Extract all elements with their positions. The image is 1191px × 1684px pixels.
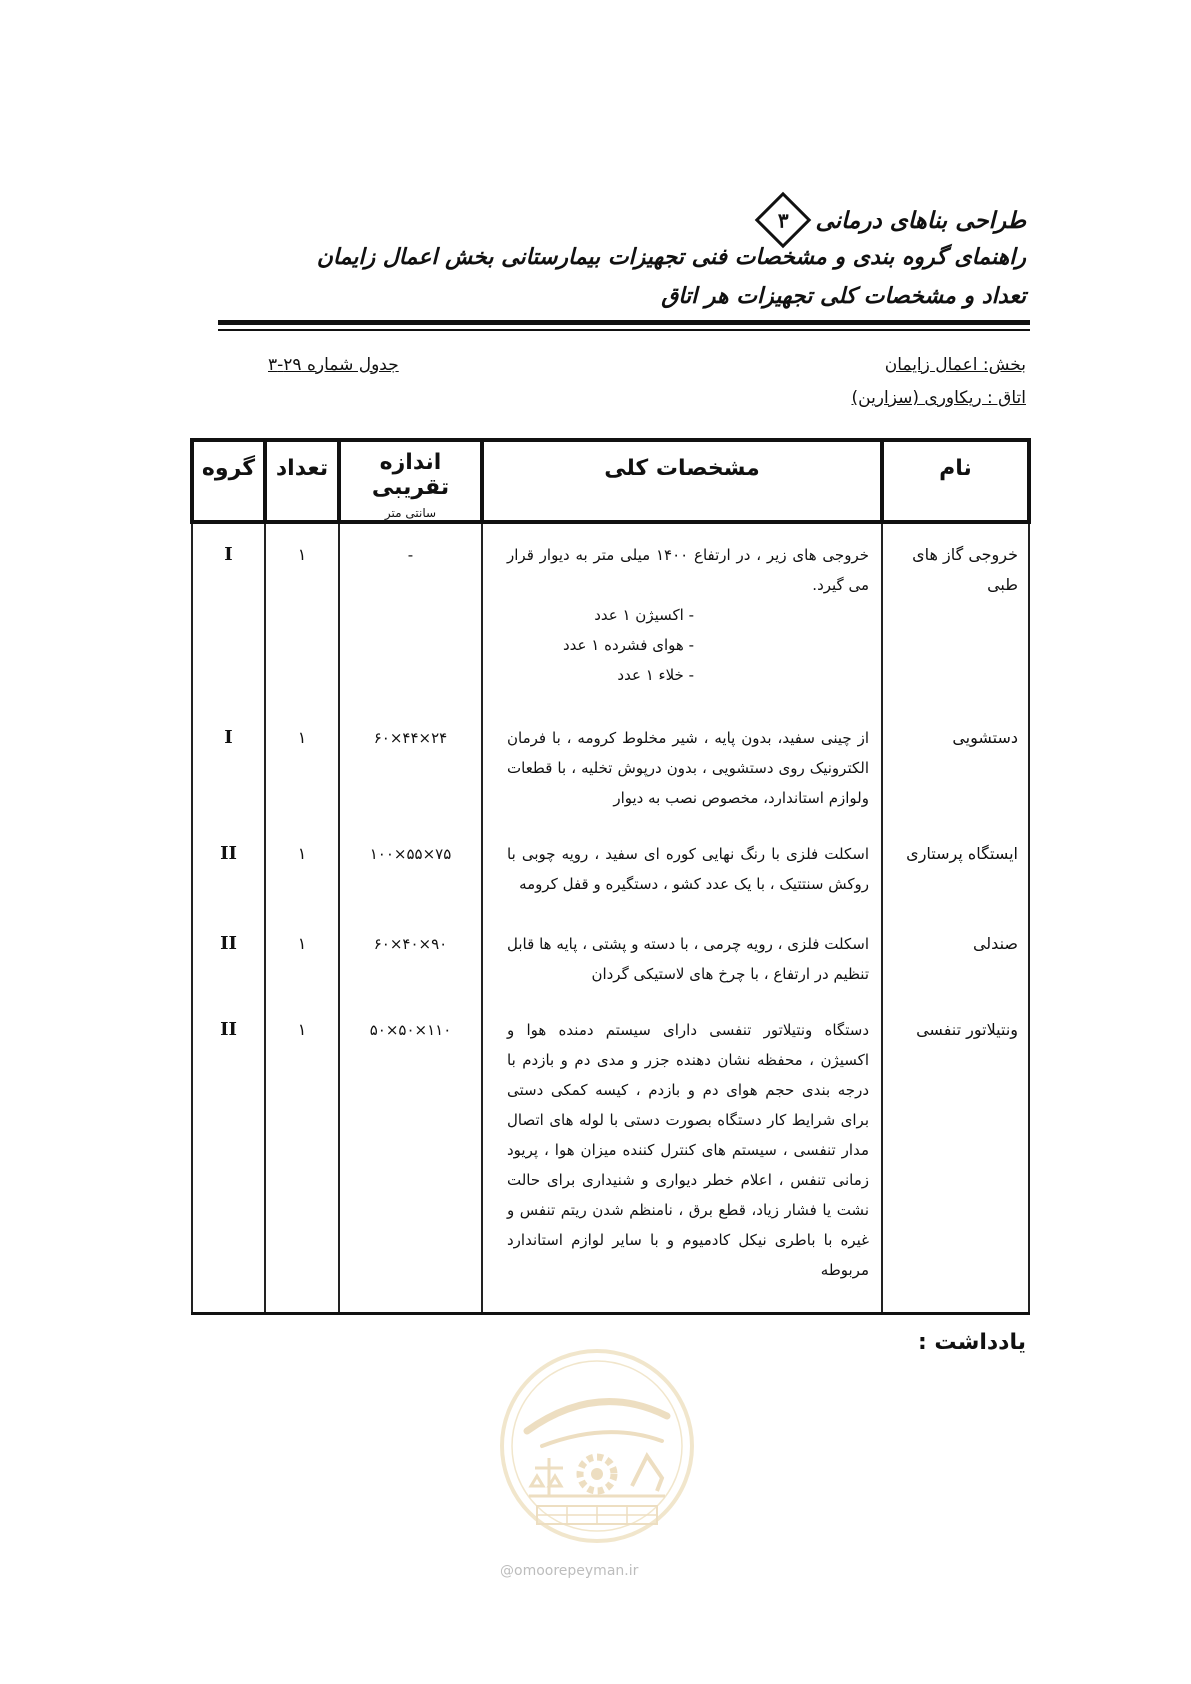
row-spec: از چینی سفید، بدون پایه ، شیر مخلوط کرومه ، با فرمان الکترونیک روی دستشویی ، بدون درپوش تخلیه ، با قطعات ولوازم استاندارد، مخصوص نصب به دیوار	[482, 707, 882, 823]
row-qty: ۱	[265, 707, 339, 823]
row-group: II	[192, 999, 265, 1314]
row-spec: دستگاه ونتیلاتور تنفسی دارای سیستم دمنده هوا و اکسیژن ، محفظه نشان دهنده جزر و مدی دم و بازدم با درجه بندی حجم هوای دم و بازدم ، کیسه کمکی دستی برای شرایط کار دستگاه بصورت دستی با لوله های اتصال مدار تنفسی ، سیستم های کنترل کننده میزان هوا ، پریود زمانی تنفس ، اعلام خطر دیواری و شنیداری برای حالت نشت یا فشار زیاد، قطع برق ، نامنظم شدن ریتم تنفس و غیره با باطری نیکل کادمیوم و با سایر لوازم استاندارد مربوطه	[482, 999, 882, 1314]
header-line-3: تعداد و مشخصات کلی تجهیزات هر اتاق	[661, 283, 1026, 309]
header-line-1	[761, 200, 1026, 240]
row-name: دستشویی	[882, 707, 1029, 823]
header-spec: مشخصات کلی	[482, 440, 882, 522]
header-line-2: راهنمای گروه بندی و مشخصات فنی تجهیزات بیمارستانی بخش اعمال زایمان	[316, 244, 1026, 270]
watermark-website: @omoorepeyman.ir	[500, 1563, 639, 1579]
table-row	[192, 707, 1029, 823]
watermark-logo	[497, 1346, 697, 1546]
header-rule-thin	[218, 329, 1030, 331]
header-name: نام	[882, 440, 1029, 522]
spec-subitem: - هوای فشرده ۱ عدد	[563, 636, 694, 654]
table-header-row	[192, 440, 1029, 522]
chapter-badge	[755, 192, 812, 249]
header-qty: تعداد	[265, 440, 339, 522]
row-spec-text: خروجی های زیر ، در ارتفاع ۱۴۰۰ میلی متر به دیوار قرار می گیرد.	[507, 546, 869, 594]
row-size: -	[339, 522, 482, 707]
row-spec: اسکلت فلزی ، رویه چرمی ، با دسته و پشتی ، پایه ها قابل تنظیم در ارتفاع ، با چرخ های لاستیکی گردان	[482, 913, 882, 999]
header-rule-thick	[218, 320, 1030, 325]
row-size: ۶۰×۴۴×۲۴	[339, 707, 482, 823]
header-group: گروه	[192, 440, 265, 522]
table-row	[192, 522, 1029, 707]
row-group: I	[192, 707, 265, 823]
equipment-table	[190, 438, 1031, 1315]
row-qty: ۱	[265, 823, 339, 913]
row-qty: ۱	[265, 522, 339, 707]
table-row	[192, 823, 1029, 913]
row-size: ۵۰×۵۰×۱۱۰	[339, 999, 482, 1314]
row-qty: ۱	[265, 999, 339, 1314]
table-row	[192, 913, 1029, 999]
header-size-unit: سانتی متر	[384, 506, 437, 520]
row-name: صندلی	[882, 913, 1029, 999]
row-name: ایستگاه پرستاری	[882, 823, 1029, 913]
row-spec	[482, 522, 882, 707]
row-group: I	[192, 522, 265, 707]
row-qty: ۱	[265, 913, 339, 999]
row-group: II	[192, 823, 265, 913]
row-name: خروجی گاز های طبی	[882, 522, 1029, 707]
note-label: یادداشت :	[917, 1330, 1026, 1355]
spec-subitem: - اکسیژن ۱ عدد	[594, 606, 694, 624]
row-spec: اسکلت فلزی با رنگ نهایی کوره ای سفید ، رویه چوبی با روکش سنتتیک ، با یک عدد کشو ، دستگیره و قفل کرومه	[482, 823, 882, 913]
row-size: ۶۰×۴۰×۹۰	[339, 913, 482, 999]
header-size: اندازه تقریبی سانتی متر	[339, 440, 482, 522]
spec-subitem: - خلاء ۱ عدد	[617, 666, 694, 684]
chapter-number: ۳	[778, 208, 789, 232]
row-group: II	[192, 913, 265, 999]
table-number: جدول شماره ۲۹-۳	[268, 355, 399, 375]
table-row	[192, 999, 1029, 1314]
row-size: ۱۰۰×۵۵×۷۵	[339, 823, 482, 913]
room-label: اتاق : ریکاوری (سزارین)	[851, 388, 1026, 408]
header-title: طراحی بناهای درمانی	[815, 206, 1026, 234]
section-label: بخش: اعمال زایمان	[884, 355, 1026, 375]
row-name: ونتیلاتور تنفسی	[882, 999, 1029, 1314]
